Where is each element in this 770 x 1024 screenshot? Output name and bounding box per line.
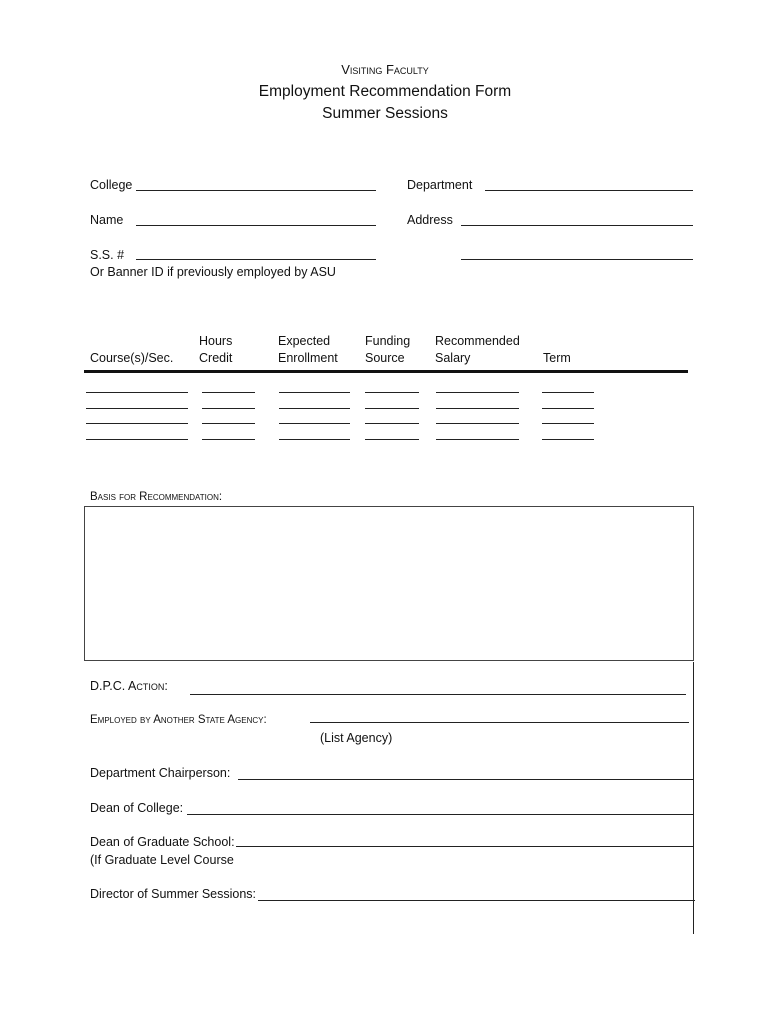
source-cell[interactable] <box>365 423 419 424</box>
dpc-action-label: D.P.C. Action: <box>90 679 168 693</box>
salary-cell[interactable] <box>436 392 519 393</box>
col-header-hours-top: Hours <box>199 334 233 348</box>
address-field-line2[interactable] <box>461 259 693 260</box>
term-cell[interactable] <box>542 408 594 409</box>
form-header-agency: Visiting Faculty <box>341 62 429 77</box>
col-header-credit: Credit <box>199 351 233 365</box>
director-label: Director of Summer Sessions: <box>90 887 257 901</box>
chairperson-label: Department Chairperson: <box>90 766 231 780</box>
col-header-course: Course(s)/Sec. <box>90 351 174 365</box>
course-cell[interactable] <box>86 439 188 440</box>
employed-agency-field[interactable] <box>310 722 689 723</box>
source-cell[interactable] <box>365 392 419 393</box>
enrollment-cell[interactable] <box>279 439 350 440</box>
source-cell[interactable] <box>365 439 419 440</box>
grad-level-note: (If Graduate Level Course <box>90 853 234 867</box>
name-field[interactable] <box>136 225 376 226</box>
employed-agency-label: Employed by Another State Agency: <box>90 714 267 726</box>
department-label: Department <box>407 178 473 192</box>
right-margin-rule <box>693 662 694 934</box>
credit-cell[interactable] <box>202 392 255 393</box>
list-agency-note: (List Agency) <box>320 731 393 745</box>
address-field[interactable] <box>461 225 693 226</box>
source-cell[interactable] <box>365 408 419 409</box>
term-cell[interactable] <box>542 423 594 424</box>
course-cell[interactable] <box>86 408 188 409</box>
term-cell[interactable] <box>542 392 594 393</box>
col-header-term: Term <box>543 351 571 365</box>
form-subtitle: Summer Sessions <box>322 105 448 122</box>
dean-grad-signature-field[interactable] <box>236 846 693 847</box>
col-header-source: Source <box>365 351 405 365</box>
dean-college-signature-field[interactable] <box>187 814 694 815</box>
col-header-recommended-top: Recommended <box>435 334 520 348</box>
basis-label: Basis for Recommendation: <box>90 491 223 503</box>
dean-college-label: Dean of College: <box>90 801 184 815</box>
salary-cell[interactable] <box>436 423 519 424</box>
col-header-funding-top: Funding <box>365 334 411 348</box>
course-cell[interactable] <box>86 423 188 424</box>
credit-cell[interactable] <box>202 423 255 424</box>
chairperson-signature-field[interactable] <box>238 779 693 780</box>
col-header-enrollment: Enrollment <box>278 351 338 365</box>
enrollment-cell[interactable] <box>279 423 350 424</box>
college-label: College <box>90 178 133 192</box>
basis-textarea[interactable] <box>84 506 694 661</box>
enrollment-cell[interactable] <box>279 408 350 409</box>
term-cell[interactable] <box>542 439 594 440</box>
credit-cell[interactable] <box>202 408 255 409</box>
salary-cell[interactable] <box>436 439 519 440</box>
ss-field[interactable] <box>136 259 376 260</box>
name-label: Name <box>90 213 124 227</box>
course-cell[interactable] <box>86 392 188 393</box>
ss-label: S.S. # <box>90 248 125 262</box>
table-header-rule <box>84 370 688 373</box>
director-signature-field[interactable] <box>258 900 695 901</box>
dean-grad-label: Dean of Graduate School: <box>90 835 235 849</box>
dpc-action-field[interactable] <box>190 694 686 695</box>
college-field[interactable] <box>136 190 376 191</box>
enrollment-cell[interactable] <box>279 392 350 393</box>
credit-cell[interactable] <box>202 439 255 440</box>
col-header-salary: Salary <box>435 351 471 365</box>
address-label: Address <box>407 213 453 227</box>
department-field[interactable] <box>485 190 693 191</box>
col-header-expected-top: Expected <box>278 334 331 348</box>
banner-note: Or Banner ID if previously employed by ASU <box>90 265 336 279</box>
form-title: Employment Recommendation Form <box>258 83 512 100</box>
salary-cell[interactable] <box>436 408 519 409</box>
